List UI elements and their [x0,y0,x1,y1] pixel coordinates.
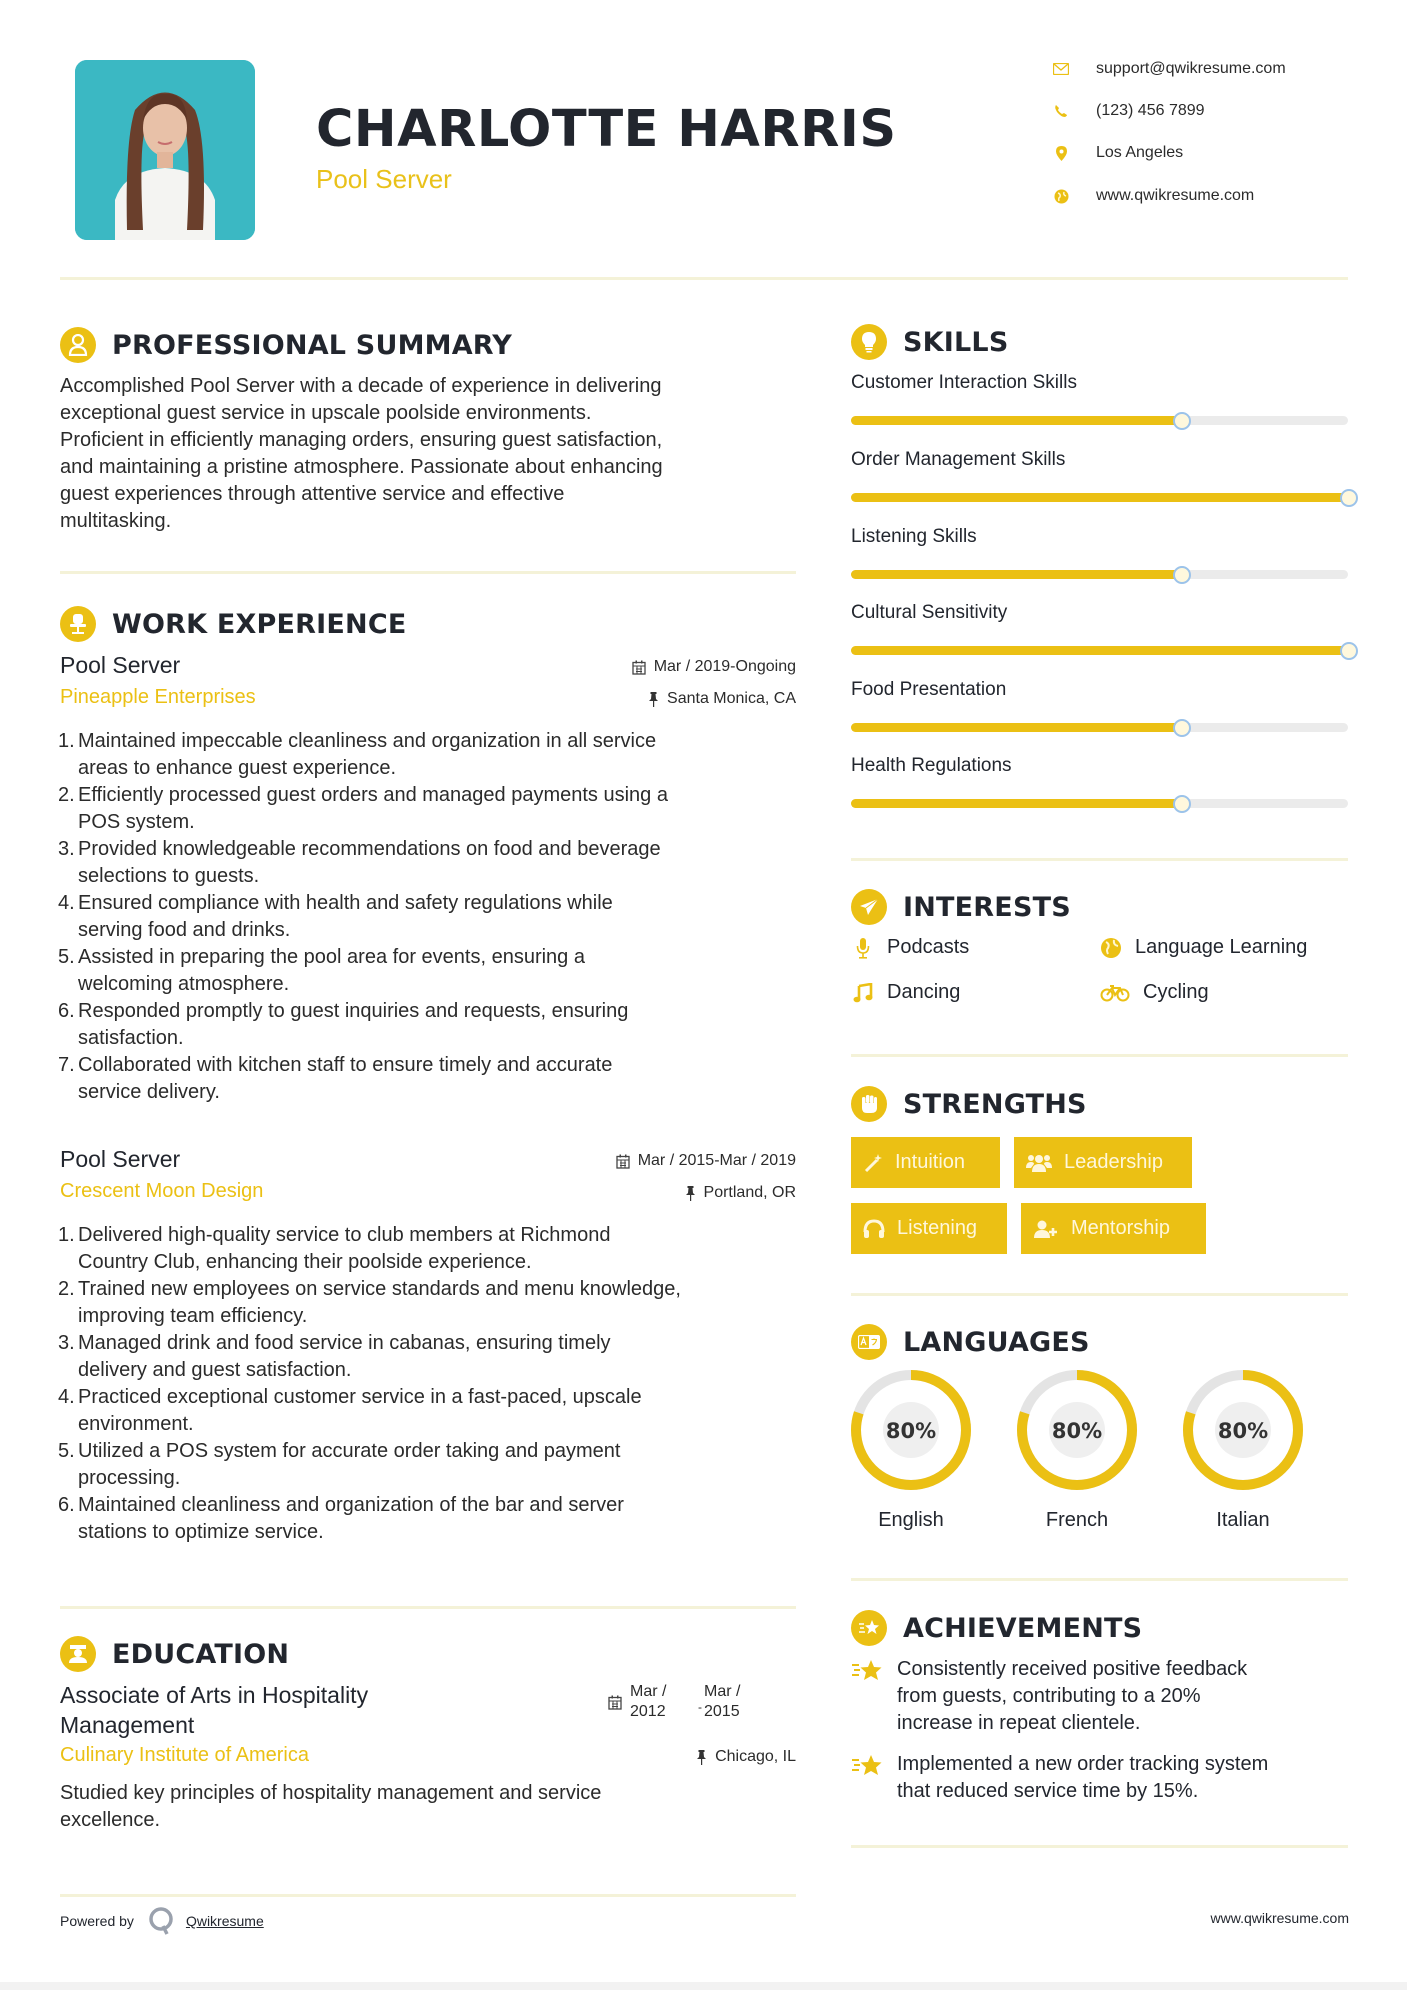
powered-by-label: Powered by [60,1913,134,1929]
duty-item: 7. Collaborated with kitchen staff to ensure timely and accurate service delivery. [58,1054,613,1103]
profile-photo [75,60,255,240]
envelope-icon [1052,60,1070,78]
strength-label: Intuition [895,1151,966,1173]
degree-name: Associate of Arts in Hospitality Management [60,1682,369,1738]
job-position: Pool Server [60,1146,181,1172]
skill-label: Food Presentation [851,679,1007,700]
strength-chip [851,1137,1000,1188]
map-marker-icon [1052,144,1070,162]
summary-heading: PROFESSIONAL SUMMARY [112,329,513,361]
shooting-star-icon [851,1656,897,1737]
skill-slider-fill [851,799,1181,808]
email-text: support@qwikresume.com [1096,60,1286,77]
skills-section-header [851,322,1008,362]
duty-item: 5. Utilized a POS system for accurate order taking and payment processing. [58,1440,621,1489]
user-icon [60,327,96,363]
duty-item: 2. Efficiently processed guest orders and managed payments using a POS system. [58,784,668,833]
music-note-icon [851,983,875,1003]
company-name: Crescent Moon Design [60,1180,264,1202]
summary-line: Proficient in efficiently managing orders, ensuring guest satisfaction, [60,429,663,451]
dates-text: Mar / 2015-Mar / 2019 [637,1152,796,1169]
job-entry [60,1146,796,1546]
achievement-item: Consistently received positive feedback from guests, contributing to a 20% increase in repeat clientele. [851,1656,1351,1737]
language-progress-ring [1181,1368,1305,1492]
skill-label: Listening Skills [851,526,977,547]
page-bottom-edge [0,1982,1407,1990]
job-location [648,690,796,708]
svg-text:80%: 80% [885,1419,937,1443]
strength-label: Mentorship [1071,1217,1170,1239]
calendar-icon [632,660,646,675]
strength-chip [1021,1203,1206,1254]
svg-text:80%: 80% [1051,1419,1103,1443]
calendar-icon [608,1695,622,1710]
language-item [1181,1368,1305,1532]
footer-divider [60,1894,796,1897]
language-label: Italian [1216,1509,1270,1531]
skill-item [851,679,1361,755]
skill-slider-knob[interactable] [1173,412,1191,430]
skill-slider-knob[interactable] [1340,489,1358,507]
duty-item: 2. Trained new employees on service standards and menu knowledge, improving team efficiency. [58,1278,681,1327]
website-text: www.qwikresume.com [1096,187,1255,204]
skill-slider-fill [851,416,1181,425]
education-dates: Mar / 2012 - Mar / 2015 [608,1682,740,1722]
skill-label: Cultural Sensitivity [851,602,1008,623]
globe-icon [1099,937,1123,959]
contact-phone[interactable] [1052,98,1392,124]
office-chair-icon [60,606,96,642]
contact-website[interactable] [1052,183,1392,209]
strength-label: Listening [897,1217,978,1239]
duties-list [60,728,796,1106]
interest-label: Language Learning [1135,936,1308,958]
interests-section-header [851,887,1071,927]
skill-slider-knob[interactable] [1173,795,1191,813]
language-item [849,1368,973,1532]
qwikresume-link[interactable]: Qwikresume [185,1913,264,1929]
candidate-name: CHARLOTTE HARRIS [316,100,897,159]
location-text: Los Angeles [1096,144,1184,161]
duty-item: 3. Provided knowledgeable recommendations on food and beverage selections to guests. [58,838,661,887]
skill-slider-knob[interactable] [1173,719,1191,737]
section-divider [60,571,796,574]
strength-label: Leadership [1064,1151,1163,1173]
achievements-heading: ACHIEVEMENTS [903,1612,1143,1644]
section-divider [851,1845,1348,1848]
skills-list [851,372,1361,831]
qwikresume-logo-icon [148,1906,174,1936]
skill-item [851,526,1361,602]
education-location [696,1748,796,1766]
strength-chip [851,1203,1007,1254]
pushpin-icon [696,1750,707,1765]
powered-by [60,1906,264,1936]
shooting-star-icon [851,1610,887,1646]
globe-icon [1052,187,1070,205]
magic-wand-icon [863,1153,883,1173]
skill-slider-knob[interactable] [1340,642,1358,660]
languages-section-header [851,1322,1090,1362]
lightbulb-icon [851,324,887,360]
duty-item: 3. Managed drink and food service in cabanas, ensuring timely delivery and guest satisfaction. [58,1332,611,1381]
languages-heading: LANGUAGES [903,1326,1090,1358]
language-item [1015,1368,1139,1532]
skill-slider-fill [851,646,1348,655]
translate-icon [851,1324,887,1360]
education-entry [60,1680,796,1834]
fist-icon [851,1086,887,1122]
interest-item [1099,936,1307,959]
summary-line: and maintaining a pristine atmosphere. Passionate about enhancing [60,456,663,478]
summary-line: multitasking. [60,510,172,532]
interests-heading: INTERESTS [903,891,1071,923]
bicycle-icon [1099,984,1131,1002]
education-section-header [60,1634,289,1674]
paper-plane-icon [851,889,887,925]
skill-item [851,602,1361,679]
strength-chip [1014,1137,1192,1188]
interest-item [1099,981,1209,1004]
job-dates [632,658,796,676]
duty-item: 1. Delivered high-quality service to club members at Richmond Country Club, enhancing their poolside experience. [58,1224,611,1273]
skill-item [851,449,1361,526]
interest-item [851,936,969,959]
summary-line: guest experiences through attentive service and effective [60,483,565,505]
microphone-icon [851,937,875,959]
interest-item [851,981,960,1004]
skill-item [851,755,1361,831]
achievement-item: Implemented a new order tracking system that reduced service time by 15%. [851,1751,1351,1805]
duty-item: 4. Ensured compliance with health and safety regulations while serving food and drinks. [58,892,613,941]
graduate-icon [60,1636,96,1672]
company-name: Pineapple Enterprises [60,686,256,708]
language-progress-ring [1015,1368,1139,1492]
location-text: Portland, OR [703,1184,796,1201]
strengths-section-header [851,1084,1087,1124]
duty-item: 4. Practiced exceptional customer service in a fast-paced, upscale environment. [58,1386,642,1435]
summary-text [60,373,800,535]
pushpin-icon [648,692,659,707]
location-text: Chicago, IL [715,1748,796,1765]
interest-label: Dancing [887,981,961,1003]
section-divider [851,858,1348,861]
language-label: French [1045,1509,1109,1531]
portrait-image [75,60,255,240]
job-entry [60,652,796,1106]
duty-item: 6. Responded promptly to guest inquiries and requests, ensuring satisfaction. [58,1000,629,1049]
duty-item: 5. Assisted in preparing the pool area for events, ensuring a welcoming atmosphere. [58,946,585,995]
user-plus-icon [1033,1219,1059,1239]
skill-slider-knob[interactable] [1173,566,1191,584]
headphones-icon [863,1219,885,1239]
footer-website[interactable]: www.qwikresume.com [1210,1910,1349,1926]
education-heading: EDUCATION [112,1638,290,1670]
job-dates [616,1152,796,1170]
skill-item [851,372,1361,449]
skills-heading: SKILLS [903,326,1009,358]
achievements-list [851,1656,1351,1805]
school-name: Culinary Institute of America [60,1744,309,1766]
section-divider [851,1054,1348,1057]
skill-label: Health Regulations [851,755,1012,776]
header-divider [60,277,1348,280]
strengths-heading: STRENGTHS [903,1088,1087,1120]
summary-line: exceptional guest service in upscale poolside environments. [60,402,592,424]
shooting-star-icon [851,1751,897,1805]
skill-label: Customer Interaction Skills [851,372,1077,393]
section-divider [851,1293,1348,1296]
language-label: English [878,1509,944,1531]
language-progress-ring [849,1368,973,1492]
job-title: Pool Server [316,164,452,194]
location-text: Santa Monica, CA [667,690,796,707]
experience-section-header [60,604,406,644]
phone-icon [1052,102,1070,120]
section-divider [60,1606,796,1609]
education-description: Studied key principles of hospitality management and service excellence. [60,1782,602,1831]
interest-label: Cycling [1143,981,1209,1003]
dates-text: Mar / 2019-Ongoing [653,658,796,675]
skill-slider-fill [851,570,1181,579]
svg-text:80%: 80% [1217,1419,1269,1443]
phone-text: (123) 456 7899 [1096,102,1205,119]
users-icon [1026,1153,1052,1173]
skill-slider-fill [851,493,1348,502]
pushpin-icon [685,1186,696,1201]
duty-item: 6. Maintained cleanliness and organization of the bar and server stations to optimize service. [58,1494,624,1543]
duties-list [60,1222,796,1546]
duty-item: 1. Maintained impeccable cleanliness and organization in all service areas to enhance guest experience. [58,730,657,779]
job-location [685,1184,796,1202]
calendar-icon [616,1154,630,1169]
contact-email[interactable] [1052,56,1392,82]
job-position: Pool Server [60,652,181,678]
experience-heading: WORK EXPERIENCE [112,608,407,640]
summary-section-header [60,325,512,365]
achievements-section-header [851,1608,1142,1648]
interest-label: Podcasts [887,936,970,958]
skill-slider-fill [851,723,1181,732]
contact-location [1052,140,1392,166]
section-divider [851,1578,1348,1581]
skill-label: Order Management Skills [851,449,1066,470]
summary-line: Accomplished Pool Server with a decade of experience in delivering [60,375,662,397]
